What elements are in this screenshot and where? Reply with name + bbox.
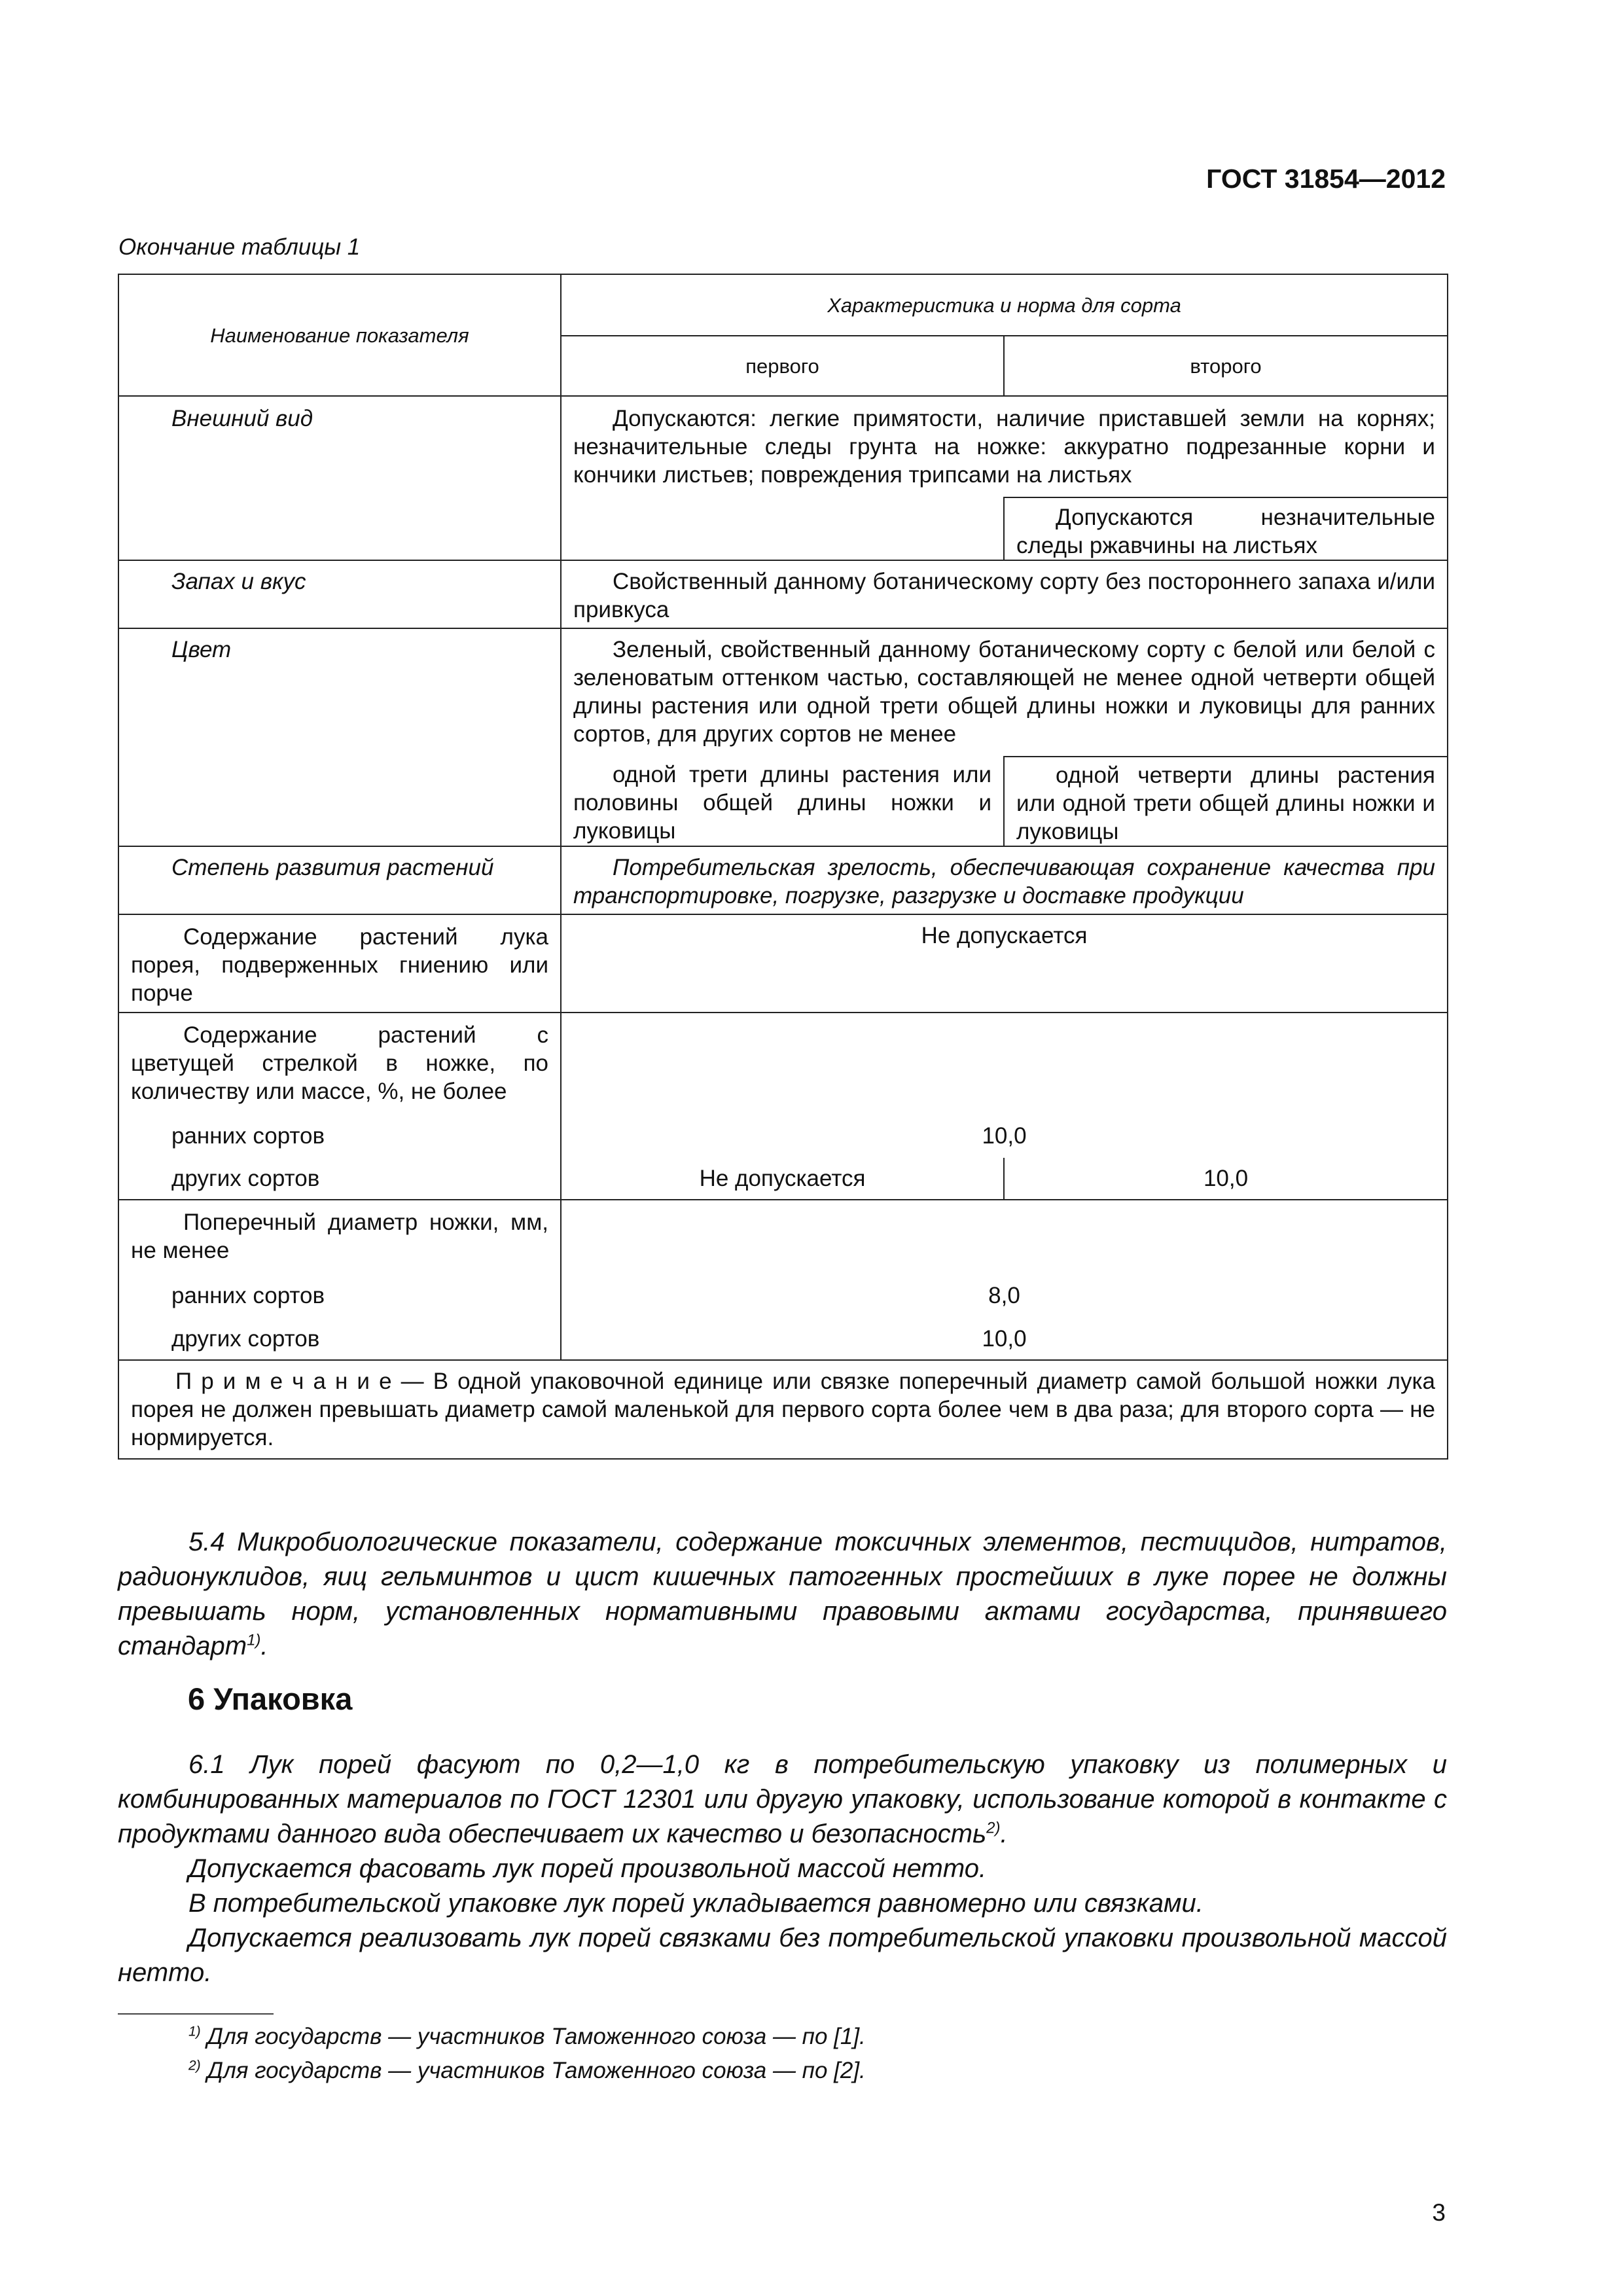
clause-5-4-end: . bbox=[260, 1632, 268, 1660]
clause-6-1-end: . bbox=[1000, 1820, 1008, 1848]
table-note-text: П р и м е ч а н и е — В одной упаковочной единице или связке поперечный диаметр самой большой ножки лука порея не должен превышать диаметр самой маленькой для первого сорта более чем в два раза; для второго сорта — не нормируется. bbox=[131, 1369, 1435, 1450]
row-name-color: Цвет bbox=[118, 628, 561, 846]
flower-blank bbox=[561, 1013, 1448, 1113]
color-common: Зеленый, свойственный данному ботаническому сорту с белой или белой с зеленоватым оттенком частью, составляющей не менее одной четверти общей длины растения или одной трети общей длины ножки и луковицы для ранних сортов, для других сортов не менее bbox=[561, 628, 1448, 757]
rot-common: Не допускается bbox=[561, 914, 1448, 1013]
paragraph-4: Допускается реализовать лук порей связками без потребительской упаковки произвольной массой нетто. bbox=[118, 1924, 1447, 1987]
row-name-rot: Содержание растений лука порея, подверженных гниению или порче bbox=[118, 914, 561, 1013]
table-note bbox=[118, 1360, 1448, 1459]
appearance-first bbox=[561, 497, 1004, 560]
color-first: одной трети длины растения или половины общей длины ножки и луковицы bbox=[561, 757, 1004, 846]
paragraph-3: В потребительской упаковке лук порей укладывается равномерно или связками. bbox=[188, 1889, 1204, 1918]
header-indicator-name: Наименование показателя bbox=[118, 274, 561, 396]
footnote-ref-1: 1) bbox=[247, 1631, 261, 1649]
flower-other-first: Не допускается bbox=[561, 1158, 1004, 1200]
diameter-early-label: ранних сортов bbox=[118, 1272, 561, 1318]
flower-other-label: других сортов bbox=[118, 1158, 561, 1200]
page-number: 3 bbox=[1432, 2199, 1446, 2226]
paragraph-2: Допускается фасовать лук порей произвольной массой нетто. bbox=[188, 1854, 987, 1883]
smell-common: Свойственный данному ботаническому сорту без постороннего запаха и/или привкуса bbox=[561, 560, 1448, 628]
appearance-common: Допускаются: легкие примятости, наличие приставшей земли на корнях; незначительные следы грунта на ножке: аккуратно подрезанные корни и кончики листьев; повреждения трипсами на листьях bbox=[561, 396, 1448, 497]
maturity-common: Потребительская зрелость, обеспечивающая сохранение качества при транспортировке, погрузке, разгрузке и доставке продукции bbox=[561, 846, 1448, 914]
footnote-1-text: Для государств — участников Таможенного союза — по [1]. bbox=[207, 2024, 866, 2049]
appearance-second: Допускаются незначительные следы ржавчины на листьях bbox=[1004, 497, 1448, 560]
standard-code: ГОСТ 31854—2012 bbox=[1206, 164, 1446, 194]
row-name-smell: Запах и вкус bbox=[118, 560, 561, 628]
specification-table bbox=[118, 274, 1448, 1460]
color-second: одной четверти длины растения или одной трети общей длины ножки и луковицы bbox=[1004, 757, 1448, 846]
diameter-early-value: 8,0 bbox=[561, 1272, 1448, 1318]
footnote-ref-2: 2) bbox=[986, 1819, 1001, 1837]
footnote-1-mark: 1) bbox=[188, 2024, 201, 2039]
header-grade-group: Характеристика и норма для сорта bbox=[561, 274, 1448, 336]
row-name-appearance: Внешний вид bbox=[118, 396, 561, 560]
row-name-maturity: Степень развития растений bbox=[118, 846, 561, 914]
diameter-other-value: 10,0 bbox=[561, 1318, 1448, 1360]
flower-early-label: ранних сортов bbox=[118, 1113, 561, 1158]
section-6-body bbox=[118, 1748, 1447, 1990]
footnote-2 bbox=[188, 2058, 866, 2084]
clause-5-4-text: 5.4 Микробиологические показатели, содержание токсичных элементов, пестицидов, нитратов, радионуклидов, яиц гельминтов и цист кишечных патогенных простейших в луке порее не должны превышать норм, установленных нормативными правовыми актами государства, принявшего стандарт bbox=[118, 1528, 1447, 1660]
flower-early-value: 10,0 bbox=[561, 1113, 1448, 1158]
footnote-divider bbox=[118, 2013, 274, 2015]
section-title: 6 Упаковка bbox=[188, 1681, 353, 1716]
clause-5-4 bbox=[118, 1525, 1447, 1664]
diameter-blank bbox=[561, 1200, 1448, 1272]
footnote-2-mark: 2) bbox=[188, 2058, 201, 2073]
header-first-grade: первого bbox=[561, 336, 1004, 396]
footnote-1 bbox=[188, 2024, 866, 2050]
row-name-flower: Содержание растений с цветущей стрелкой в ножке, по количеству или массе, %, не более bbox=[118, 1013, 561, 1113]
row-name-diameter: Поперечный диаметр ножки, мм, не менее bbox=[118, 1200, 561, 1272]
flower-other-second: 10,0 bbox=[1004, 1158, 1448, 1200]
header-second-grade: второго bbox=[1004, 336, 1448, 396]
clause-6-1-text: 6.1 Лук порей фасуют по 0,2—1,0 кг в потребительскую упаковку из полимерных и комбинированных материалов по ГОСТ 12301 или другую упаковку, использование которой в контакте с продуктами данного вида обеспечивает их качество и безопасность bbox=[118, 1750, 1447, 1848]
footnote-2-text: Для государств — участников Таможенного союза — по [2]. bbox=[207, 2058, 866, 2083]
table-caption: Окончание таблицы 1 bbox=[118, 234, 361, 260]
diameter-other-label: других сортов bbox=[118, 1318, 561, 1360]
